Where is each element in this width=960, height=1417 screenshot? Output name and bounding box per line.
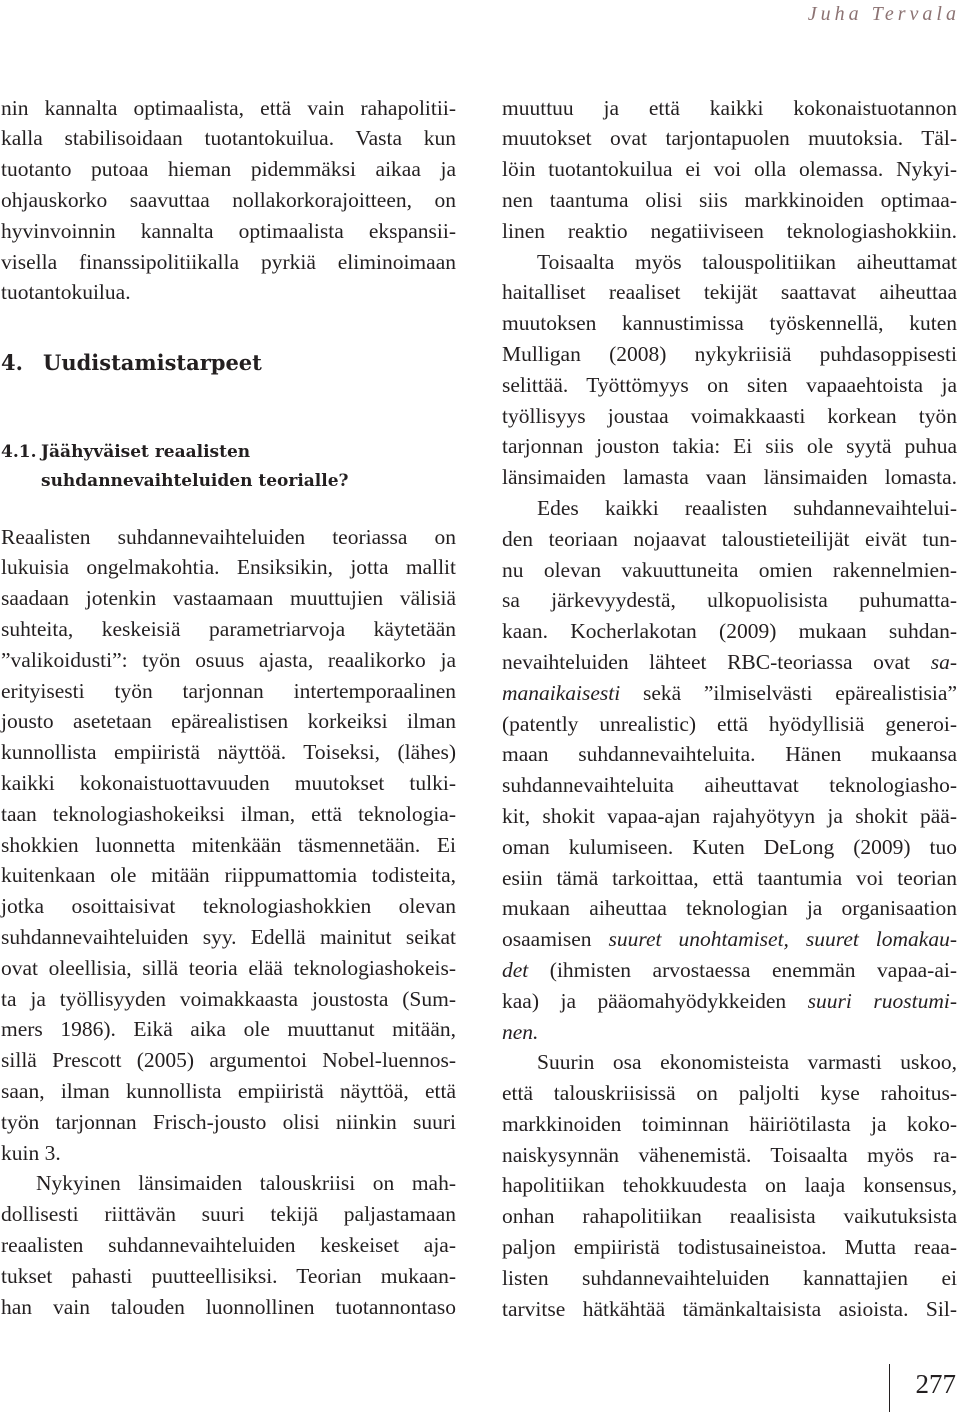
text-line: listen suhdannevaihteluiden kannattajien ei bbox=[502, 1265, 957, 1290]
text-line: tarvitse hätkähtää tämänkaltaisista asioista. Sil- bbox=[502, 1296, 957, 1321]
text-line: nu olevan vakuuttuneita omien rakennelmien- bbox=[502, 557, 957, 582]
text-line: muutoksen kannustimissa työskennellä, kuten bbox=[502, 311, 957, 336]
text-line: kuin 3. bbox=[1, 1140, 61, 1165]
text-line: taan teknologiashokeiksi ilman, että teknologia- bbox=[1, 801, 456, 826]
text-line: erityisesti työn tarjonnan intertemporaalinen bbox=[1, 678, 456, 703]
text-line: paljon empiiristä todistusaineistoa. Mutta reaa- bbox=[502, 1235, 957, 1260]
italic-text: suuret unohtamiset, suuret lomakau- bbox=[608, 927, 958, 952]
text-line: tuotanto putoaa hieman pidemmäksi aikaa ja bbox=[1, 157, 456, 182]
text-line: kalla stabilisoidaan tuotantokuilua. Vasta kun bbox=[1, 126, 456, 151]
text-line: ta ja työllisyyden voimakkaasta joustosta (Sum- bbox=[1, 986, 456, 1011]
text-line: jousto asetetaan epärealistisen korkeiksi ilman bbox=[1, 709, 456, 734]
text-line: selittää. Työttömyys on siten vapaaehtoista ja bbox=[502, 372, 957, 397]
running-head-author: Juha Tervala bbox=[807, 3, 960, 25]
italic-text: manaikaisesti bbox=[502, 680, 621, 705]
body-text bbox=[1, 522, 456, 1323]
text-line: (patently unrealistic) että hyödyllisiä generoi- bbox=[502, 711, 957, 736]
text-line bbox=[502, 678, 957, 709]
text-line: ohjauskorko saavuttaa nollakorkorajoitteen, on bbox=[1, 187, 456, 212]
text-line: naiskysynnän vähenemistä. Toisaalta myös ra- bbox=[502, 1142, 957, 1167]
text-line: nen taantuma olisi siis markkinoiden optimaa- bbox=[502, 187, 957, 212]
text-line: länsimaiden lamasta vaan länsimaiden lomasta. bbox=[502, 465, 957, 490]
italic-text: nen. bbox=[502, 1019, 539, 1044]
text-line: työllisyys joustaa voimakkaasti korkean työn bbox=[502, 403, 957, 428]
text-line: saadaan jotenkin vastaamaan muuttujien välisiä bbox=[1, 586, 456, 611]
text-line: hyvinvoinnin kannalta optimaalista ekspansii- bbox=[1, 218, 456, 243]
text-line: muutokset ovat tarjontapuolen muutoksia. Täl- bbox=[502, 126, 957, 151]
text-line: esiin tämä tarkoittaa, että taantumia voi teorian bbox=[502, 865, 957, 890]
section-title: Uudistamistarpeet bbox=[43, 349, 262, 375]
text-line: haitalliset reaaliset tekijät saattavat aiheuttaa bbox=[502, 280, 957, 305]
text-line: nin kannalta optimaalista, että vain rahapolitii- bbox=[1, 95, 456, 120]
paragraph bbox=[502, 493, 957, 1047]
text-line: Nykyinen länsimaiden talouskriisi on mah- bbox=[36, 1171, 456, 1196]
italic-text: sa- bbox=[930, 649, 957, 674]
subsection-number: 4.1. bbox=[1, 441, 37, 462]
section-number: 4. bbox=[1, 349, 23, 375]
paragraph bbox=[502, 1047, 957, 1324]
text-line: Edes kaikki reaalisten suhdannevaihtelui- bbox=[537, 495, 957, 520]
text-line: suhdannevaihteluita aiheuttavat teknologiasho- bbox=[502, 773, 957, 798]
text-line: onhan rahapolitiikan reaalisista vaikutuksista bbox=[502, 1204, 957, 1229]
text-line: kunnollista empiiristä näyttöä. Toiseksi, (lähes) bbox=[1, 740, 456, 765]
left-column bbox=[1, 0, 456, 1417]
text-line: mers 1986). Eikä aika ole muuttanut mitään, bbox=[1, 1017, 456, 1042]
text-segment: kaa) ja pääomahyödykkeiden bbox=[502, 988, 808, 1013]
text-line: suhdannevaihteluiden syy. Edellä mainitut seikat bbox=[1, 924, 456, 949]
text-line: jotka osoittaisivat teknologiashokkien olevan bbox=[1, 894, 456, 919]
text-line: Mulligan (2008) nykykriisiä puhdasoppisesti bbox=[502, 341, 957, 366]
text-line: lukuisia ongelmakohtia. Ensiksikin, jotta mallit bbox=[1, 555, 456, 580]
italic-text: det bbox=[502, 957, 529, 982]
text-line: reaalisten suhdannevaihteluiden keskeiset aja- bbox=[1, 1232, 456, 1257]
text-line: tarjonnan jouston takia: Ei siis ole syytä puhua bbox=[502, 434, 957, 459]
text-line: oman kulumiseen. Kuten DeLong (2009) tuo bbox=[502, 834, 957, 859]
text-line: kuitenkaan ole mitään riippumattomia todisteita, bbox=[1, 863, 456, 888]
text-line: saan, ilman kunnollista empiiristä näyttöä, että bbox=[1, 1078, 456, 1103]
text-line: muuttuu ja että kaikki kokonaistuotannon bbox=[502, 95, 957, 120]
italic-text: suuri ruostumi- bbox=[807, 988, 957, 1013]
text-line bbox=[502, 924, 957, 955]
text-line: suhteita, keskeisiä parametriarvoja käytetään bbox=[1, 616, 456, 641]
page-number: 277 bbox=[915, 1369, 956, 1399]
text-segment: sekä ”ilmiselvästi epärealistisia” bbox=[620, 680, 957, 705]
text-line: sa järkevyydestä, ulkopuolisista puhumatta- bbox=[502, 588, 957, 613]
text-line: sillä Prescott (2005) argumentoi Nobel-luennos- bbox=[1, 1048, 456, 1073]
text-line: kit, shokit vapaa-ajan rajahyötyyn ja shokit pää- bbox=[502, 803, 957, 828]
text-line: työn tarjonnan Frisch-jousto olisi niinkin suuri bbox=[1, 1109, 456, 1134]
page-number-rule bbox=[889, 1364, 890, 1412]
paragraph bbox=[502, 93, 957, 247]
text-segment: (ihmisten arvostaessa enemmän vapaa-ai- bbox=[528, 957, 957, 982]
text-line: ”valikoidusti”: työn osuus ajasta, reaalikorko ja bbox=[1, 647, 456, 672]
text-line: visella finanssipolitiikalla pyrkiä eliminoimaan bbox=[1, 249, 456, 274]
text-line: löin tuotantokuilua ei voi olla olemassa. Nykyi- bbox=[502, 157, 957, 182]
subsection-title bbox=[41, 438, 349, 496]
text-line: markkinoiden toiminnan häiriötilasta ja koko- bbox=[502, 1111, 957, 1136]
text-segment: osaamisen bbox=[502, 927, 609, 952]
text-line: ovat oleellisia, sillä teoria elää teknologiashokeis- bbox=[1, 955, 456, 980]
subsection-title-line: Jäähyväiset reaalisten bbox=[41, 441, 251, 462]
text-line: Suurin osa ekonomisteista varmasti uskoo, bbox=[537, 1050, 957, 1075]
text-line: maan suhdannevaihteluita. Hänen mukaansa bbox=[502, 742, 957, 767]
section-heading bbox=[1, 347, 456, 378]
text-line bbox=[502, 1017, 957, 1048]
text-line: tukset pahasti puutteellisiksi. Teorian mukaan- bbox=[1, 1263, 456, 1288]
text-line: Toisaalta myös talouspolitiikan aiheuttamat bbox=[537, 249, 957, 274]
text-line bbox=[502, 955, 957, 986]
text-line: den teoriaan nojaavat taloustieteilijät eivät tun- bbox=[502, 526, 957, 551]
text-line: että talouskriisissä on paljolti kyse rahoitus- bbox=[502, 1081, 957, 1106]
body-text bbox=[502, 93, 957, 1325]
paragraph bbox=[1, 1168, 456, 1322]
paragraph bbox=[1, 93, 456, 309]
text-segment: nevaihteluiden lähteet RBC-teoriassa ovat bbox=[502, 649, 931, 674]
paragraph bbox=[502, 247, 957, 493]
text-line: kaan. Kocherlakotan (2009) mukaan suhdan- bbox=[502, 619, 957, 644]
text-line bbox=[502, 647, 957, 678]
right-column bbox=[502, 0, 957, 1417]
paragraph bbox=[1, 522, 456, 1169]
text-line: han vain talouden luonnollinen tuotannontaso bbox=[1, 1294, 456, 1319]
text-line: mukaan aiheuttaa teknologian ja organisaation bbox=[502, 896, 957, 921]
text-line bbox=[502, 986, 957, 1017]
text-line: dollisesti riittävän suuri tekijä paljastamaan bbox=[1, 1202, 456, 1227]
text-line: shokkien luonnetta mitenkään täsmennetään. Ei bbox=[1, 832, 456, 857]
text-line: hapolitiikan tehokkuudesta on laaja konsensus, bbox=[502, 1173, 957, 1198]
text-line: Reaalisten suhdannevaihteluiden teoriassa on bbox=[1, 524, 456, 549]
subsection-heading bbox=[1, 438, 456, 496]
text-line: linen reaktio negatiiviseen teknologiashokkiin. bbox=[502, 218, 957, 243]
subsection-title-line: suhdannevaihteluiden teorialle? bbox=[41, 470, 349, 491]
text-line: kaikki kokonaistuottavuuden muutokset tulki- bbox=[1, 770, 456, 795]
text-line: tuotantokuilua. bbox=[1, 280, 131, 305]
